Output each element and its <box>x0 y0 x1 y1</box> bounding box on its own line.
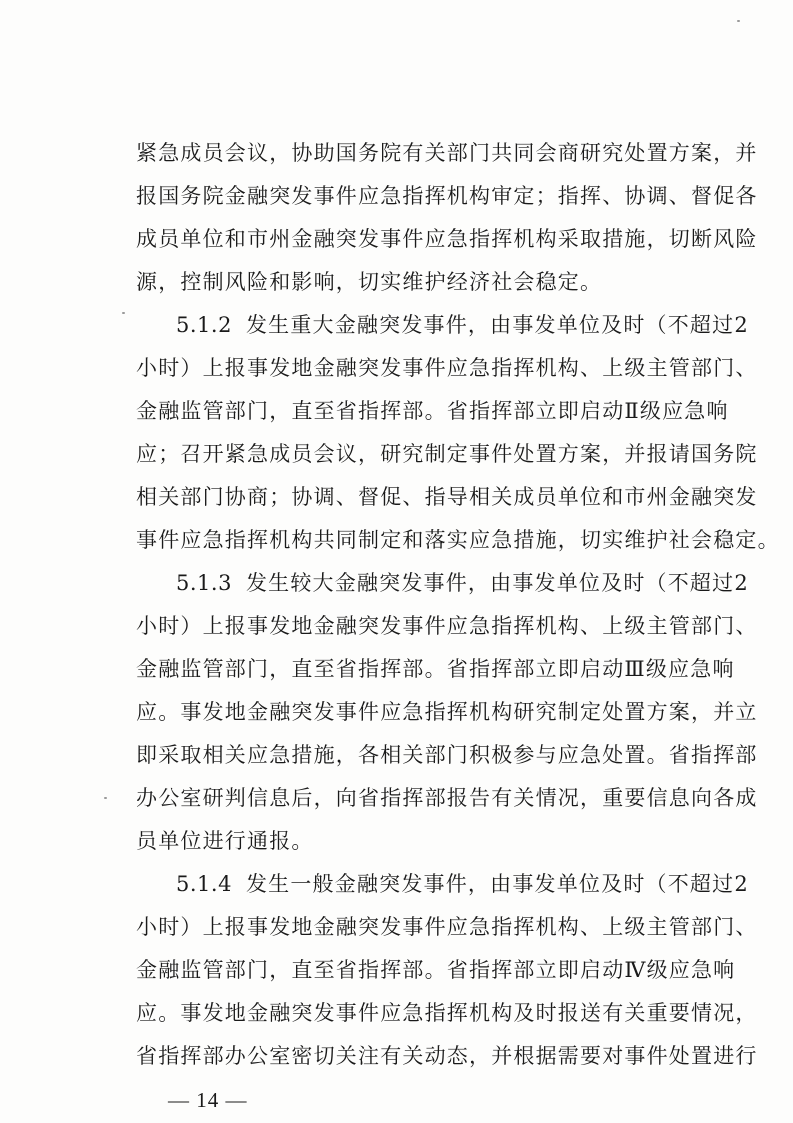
text-line-7: 金融监管部门，直至省指挥部。省指挥部立即启动Ⅱ级应急响 <box>136 399 729 423</box>
section-number: 5.1.4 <box>176 872 232 896</box>
text-line-2: 报国务院金融突发事件应急指挥机构审定；指挥、协调、督促各 <box>136 184 758 208</box>
text-line-8: 应；召开紧急成员会议，研究制定事件处置方案，并报请国务院 <box>136 442 758 466</box>
text-line-10: 事件应急指挥机构共同制定和落实应急措施，切实维护社会稳定。 <box>136 528 780 552</box>
paragraph-text: 发生一般金融突发事件，由事发单位及时（不超过2 <box>245 872 749 896</box>
text-line-13: 金融监管部门，直至省指挥部。省指挥部立即启动Ⅲ级应急响 <box>136 657 735 681</box>
section-5-1-2-line-1 <box>176 305 748 345</box>
section-number: 5.1.2 <box>176 313 232 337</box>
text-line-6: 小时）上报事发地金融突发事件应急指挥机构、上级主管部门、 <box>136 356 758 380</box>
text-line-14: 应。事发地金融突发事件应急指挥机构研究制定处置方案，并立 <box>136 700 758 724</box>
text-line-21: 应。事发地金融突发事件应急指挥机构及时报送有关重要情况， <box>136 1001 758 1025</box>
section-5-1-4-line-1 <box>176 864 748 904</box>
paragraph-text: 发生较大金融突发事件，由事发单位及时（不超过2 <box>245 571 749 595</box>
text-line-17: 员单位进行通报。 <box>136 829 314 853</box>
scan-speck <box>737 20 740 22</box>
text-line-16: 办公室研判信息后，向省指挥部报告有关情况，重要信息向各成 <box>136 786 758 810</box>
section-number: 5.1.3 <box>176 571 232 595</box>
text-line-12: 小时）上报事发地金融突发事件应急指挥机构、上级主管部门、 <box>136 614 758 638</box>
text-line-1: 紧急成员会议，协助国务院有关部门共同会商研究处置方案，并 <box>136 141 758 165</box>
paragraph-text: 发生重大金融突发事件，由事发单位及时（不超过2 <box>245 313 749 337</box>
text-line-9: 相关部门协商；协调、督促、指导相关成员单位和市州金融突发 <box>136 485 758 509</box>
text-line-20: 金融监管部门，直至省指挥部。省指挥部立即启动Ⅳ级应急响 <box>136 958 736 982</box>
section-5-1-3-line-1 <box>176 563 748 603</box>
text-line-4: 源，控制风险和影响，切实维护经济社会稳定。 <box>136 270 603 294</box>
text-line-22: 省指挥部办公室密切关注有关动态，并根据需要对事件处置进行 <box>136 1044 758 1068</box>
text-line-15: 即采取相关应急措施，各相关部门积极参与应急处置。省指挥部 <box>136 743 758 767</box>
text-line-3: 成员单位和市州金融突发事件应急指挥机构采取措施，切断风险 <box>136 227 758 251</box>
scan-speck <box>122 312 125 314</box>
text-line-19: 小时）上报事发地金融突发事件应急指挥机构、上级主管部门、 <box>136 915 758 939</box>
page-number: — 14 — <box>168 1088 248 1112</box>
scan-speck <box>104 797 107 799</box>
